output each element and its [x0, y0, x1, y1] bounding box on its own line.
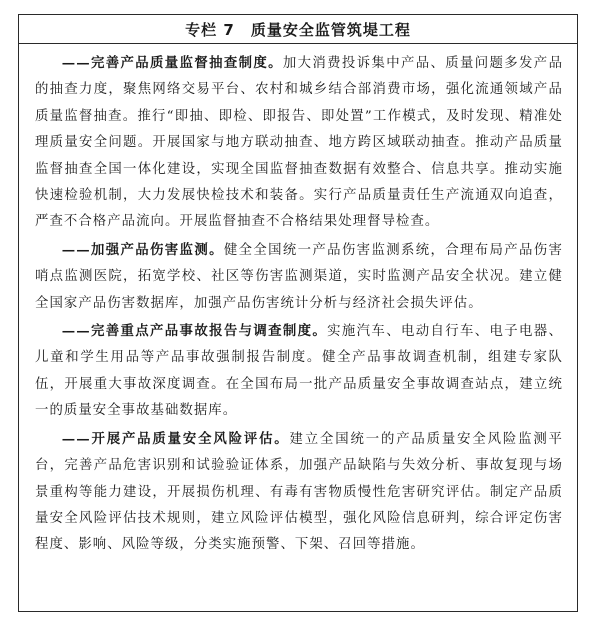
- paragraph-accident-reporting: [35, 318, 563, 425]
- column-content: [19, 44, 577, 559]
- paragraph-injury-monitoring: [35, 237, 563, 317]
- paragraph-lead: ——加强产品伤害监测。: [61, 241, 224, 258]
- paragraph-lead: ——完善重点产品事故报告与调查制度。: [61, 323, 328, 340]
- paragraph-risk-assessment: [35, 426, 563, 559]
- paragraph-sampling-inspection: [35, 50, 563, 236]
- paragraph-text: 实施汽车、电动自行车、电子电器、儿童和学生用品等产品事故强制报告制度。健全产品事故调查机制，组建专家队伍，开展重大事故深度调查。在全国布局一批产品质量安全事故调查站点，建立统一的质量安全事故基础数据库。: [35, 324, 563, 419]
- column-number: 专栏 7: [185, 20, 235, 39]
- paragraph-text: 加大消费投诉集中产品、质量问题多发产品的抽查力度，聚焦网络交易平台、农村和城乡结合部消费市场，强化流通领域产品质量监督抽查。推行“即抽、即检、即报告、即处置”工作模式，及时发现、精准处理质量安全问题。开展国家与地方联动抽查、地方跨区域联动抽查。推动产品质量监督抽查全国一体化建设，实现全国监督抽查数据有效整合、信息共享。推动实施快速检验机制，大力发展快检技术和装备。实行产品质量责任生产流通双向追查，严查不合格产品流向。开展监督抽查不合格结果处理督导检查。: [35, 56, 564, 230]
- paragraph-text: 健全全国统一产品伤害监测系统，合理布局产品伤害哨点监测医院，拓宽学校、社区等伤害监测渠道，实时监测产品安全状况。建立健全国家产品伤害数据库，加强产品伤害统计分析与经济社会损失评估。: [35, 242, 563, 311]
- column-title-bar: [19, 15, 577, 44]
- column-box: [18, 14, 578, 612]
- paragraph-text: 建立全国统一的产品质量安全风险监测平台，完善产品危害识别和试验验证体系，加强产品缺陷与失效分析、事故复现与场景重构等能力建设，开展损伤机理、有毒有害物质慢性危害研究评估。制定产品质量安全风险评估技术规则，建立风险评估模型，强化风险信息研判，综合评定伤害程度、影响、风险等级，分类实施预警、下架、召回等措施。: [35, 431, 563, 553]
- column-title: 质量安全监管筑堤工程: [250, 20, 411, 39]
- paragraph-lead: ——开展产品质量安全风险评估。: [61, 430, 290, 447]
- paragraph-lead: ——完善产品质量监督抽查制度。: [61, 55, 283, 71]
